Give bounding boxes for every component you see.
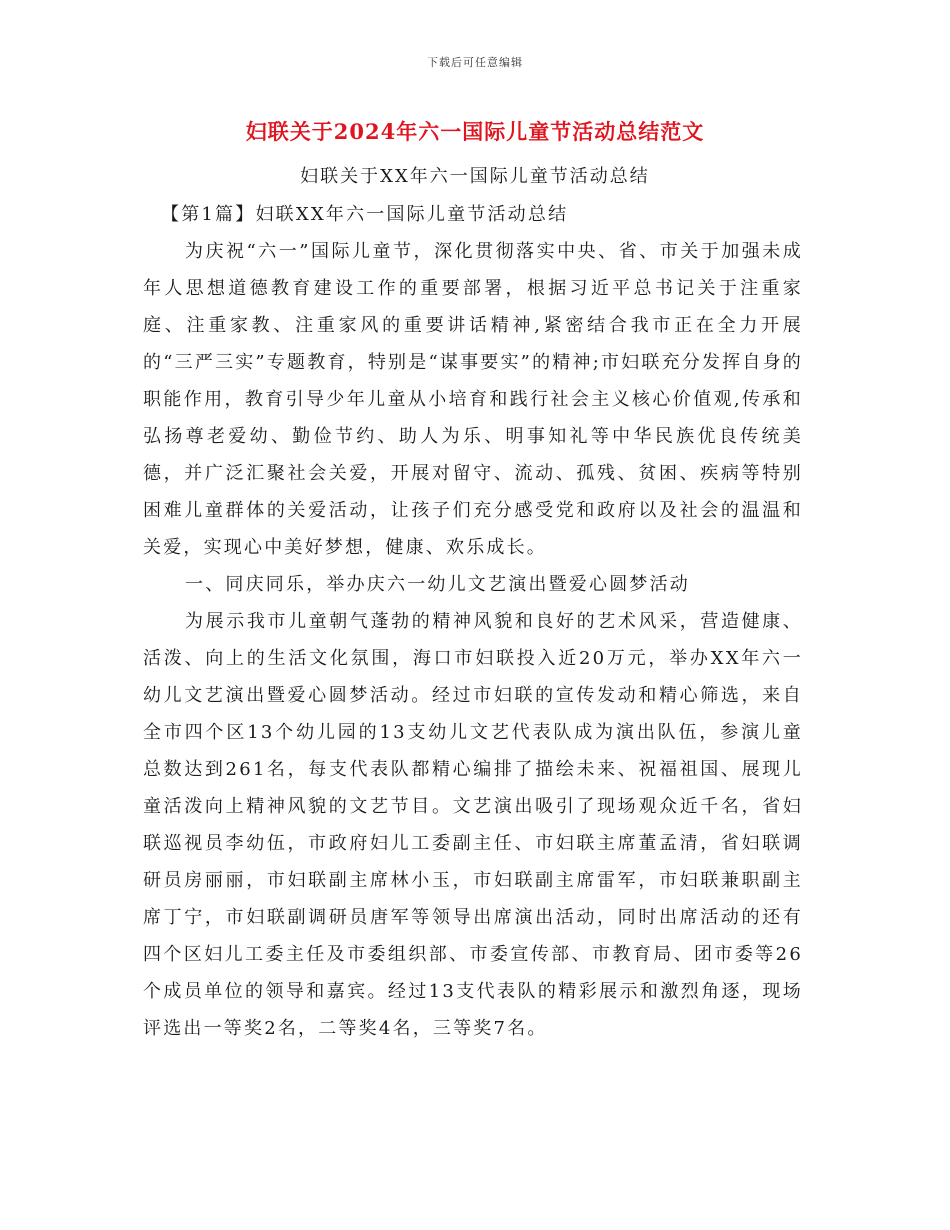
paragraph-intro: 为庆祝“六一”国际儿童节，深化贯彻落实中央、省、市关于加强未成年人思想道德教育建设工作的重要部署，根据习近平总书记关于注重家庭、注重家教、注重家风的重要讲话精神,紧密结合我市正在全力开展的“三严三实”专题教育，特别是“谋事要实”的精神;市妇联充分发挥自身的职能作用，教育引导少年儿童从小培育和践行社会主义核心价值观,传承和弘扬尊老爱幼、勤俭节约、助人为乐、明事知礼等中华民族优良传统美德，并广泛汇聚社会关爱，开展对留守、流动、孤残、贫困、疾病等特别困难儿童群体的关爱活动，让孩子们充分感受党和政府以及社会的温温和关爱，实现心中美好梦想，健康、欢乐成长。	[143, 241, 803, 558]
document-subtitle: 妇联关于XX年六一国际儿童节活动总结	[300, 166, 650, 187]
document-body	[143, 196, 803, 1047]
header-note: 下载后可任意编辑	[427, 56, 523, 69]
section-one-heading: 一、同庆同乐，举办庆六一幼儿文艺演出暨爱心圆梦活动	[185, 574, 690, 595]
document-title: 妇联关于2024年六一国际儿童节活动总结范文	[245, 119, 705, 144]
section-heading: 【第1篇】妇联XX年六一国际儿童节活动总结	[161, 204, 569, 225]
paragraph-section-one: 为展示我市儿童朝气蓬勃的精神风貌和良好的艺术风采，营造健康、活泼、向上的生活文化氛围，海口市妇联投入近20万元，举办XX年六一幼儿文艺演出暨爱心圆梦活动。经过市妇联的宣传发动和精心筛选，来自全市四个区13个幼儿园的13支幼儿文艺代表队成为演出队伍，参演儿童总数达到261名，每支代表队都精心编排了描绘未来、祝福祖国、展现儿童活泼向上精神风貌的文艺节目。文艺演出吸引了现场观众近千名，省妇联巡视员李幼伍，市政府妇儿工委副主任、市妇联主席董孟清，省妇联调研员房丽丽，市妇联副主席林小玉，市妇联副主席雷军，市妇联兼职副主席丁宁，市妇联副调研员唐军等领导出席演出活动，同时出席活动的还有四个区妇儿工委主任及市委组织部、市委宣传部、市教育局、团市委等26个成员单位的领导和嘉宾。经过13支代表队的精彩展示和激烈角逐，现场评选出一等奖2名，二等奖4名，三等奖7名。	[143, 611, 803, 1039]
